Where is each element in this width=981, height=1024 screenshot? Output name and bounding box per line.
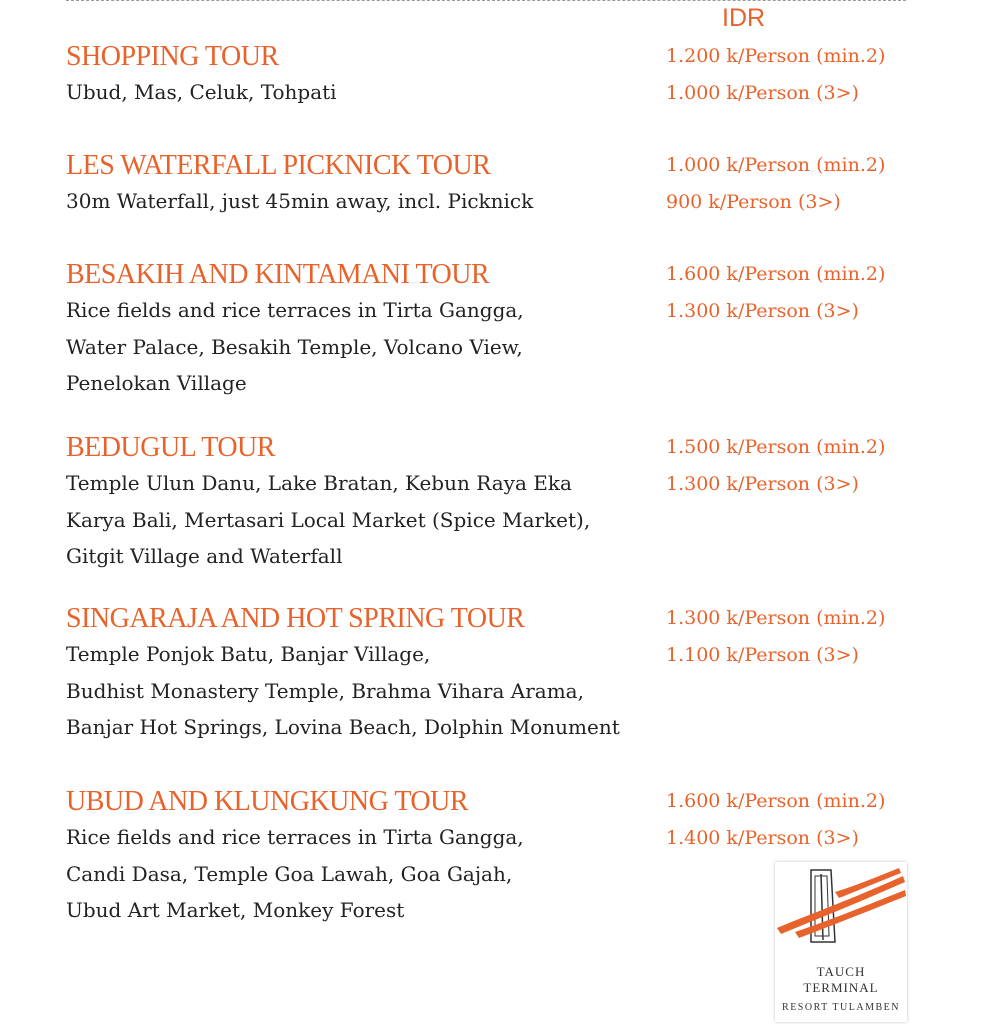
tour-description-line: Penelokan Village	[66, 371, 247, 395]
tauch-terminal-logo	[775, 862, 907, 1022]
tour-description-line: Water Palace, Besakih Temple, Volcano View,	[66, 334, 523, 359]
tour-les-waterfall	[66, 149, 926, 220]
tour-description-line: Candi Dasa, Temple Goa Lawah, Goa Gajah,	[66, 861, 513, 886]
price-min2: 1.500 k/Person (min.2)	[666, 436, 886, 458]
tour-singaraja-hot-spring	[66, 602, 926, 746]
tour-description-line: 30m Waterfall, just 45min away, incl. Picknick	[66, 189, 534, 213]
tour-title: BESAKIH AND KINTAMANI TOUR	[66, 259, 490, 290]
tour-description-line: Temple Ponjok Batu, Banjar Village,	[66, 642, 431, 666]
tour-description-line: Rice fields and rice terraces in Tirta Gangga,	[66, 825, 524, 849]
price-3plus: 900 k/Person (3>)	[666, 190, 841, 213]
tour-prices	[666, 147, 885, 220]
price-min2: 1.000 k/Person (min.2)	[666, 154, 886, 176]
currency-header: IDR	[722, 4, 766, 32]
tour-title: SINGARAJA AND HOT SPRING TOUR	[66, 603, 525, 634]
tour-title: SHOPPING TOUR	[66, 41, 279, 72]
price-3plus: 1.100 k/Person (3>)	[666, 643, 859, 666]
tour-prices	[666, 600, 885, 673]
price-3plus: 1.400 k/Person (3>)	[666, 826, 859, 849]
tour-title: LES WATERFALL PICKNICK TOUR	[66, 150, 491, 181]
price-min2: 1.200 k/Person (min.2)	[666, 45, 886, 67]
price-3plus: 1.300 k/Person (3>)	[666, 299, 859, 322]
tour-prices	[666, 256, 885, 329]
price-3plus: 1.000 k/Person (3>)	[666, 81, 859, 104]
logo-text-resort: RESORT TULAMBEN	[782, 1002, 900, 1013]
tour-description-line: Rice fields and rice terraces in Tirta Gangga,	[66, 298, 524, 322]
logo-text-tauch: TAUCH	[816, 964, 866, 979]
tour-description-line: Banjar Hot Springs, Lovina Beach, Dolphin Monument	[66, 715, 620, 739]
tour-prices	[666, 38, 885, 111]
tour-shopping	[66, 40, 926, 111]
price-min2: 1.600 k/Person (min.2)	[666, 263, 886, 285]
logo-text-terminal: TERMINAL	[803, 980, 879, 995]
tour-prices	[666, 429, 885, 502]
tour-description-line: Ubud, Mas, Celuk, Tohpati	[66, 80, 337, 104]
top-dotted-rule	[66, 0, 906, 1]
price-3plus: 1.300 k/Person (3>)	[666, 472, 859, 495]
tour-title: UBUD AND KLUNGKUNG TOUR	[66, 786, 469, 817]
tour-title: BEDUGUL TOUR	[66, 432, 275, 463]
tour-description-line: Gitgit Village and Waterfall	[66, 544, 343, 568]
tour-bedugul	[66, 431, 926, 575]
tour-description-line: Budhist Monastery Temple, Brahma Vihara Arama,	[66, 678, 584, 703]
tour-description-line: Ubud Art Market, Monkey Forest	[66, 898, 405, 922]
logo-emblem-icon	[775, 862, 907, 962]
tour-description-line: Temple Ulun Danu, Lake Bratan, Kebun Raya Eka	[66, 471, 572, 495]
tour-besakih-kintamani	[66, 258, 926, 402]
tour-prices	[666, 783, 885, 856]
tour-description-line: Karya Bali, Mertasari Local Market (Spice Market),	[66, 507, 591, 532]
price-min2: 1.600 k/Person (min.2)	[666, 790, 886, 812]
price-min2: 1.300 k/Person (min.2)	[666, 607, 886, 629]
